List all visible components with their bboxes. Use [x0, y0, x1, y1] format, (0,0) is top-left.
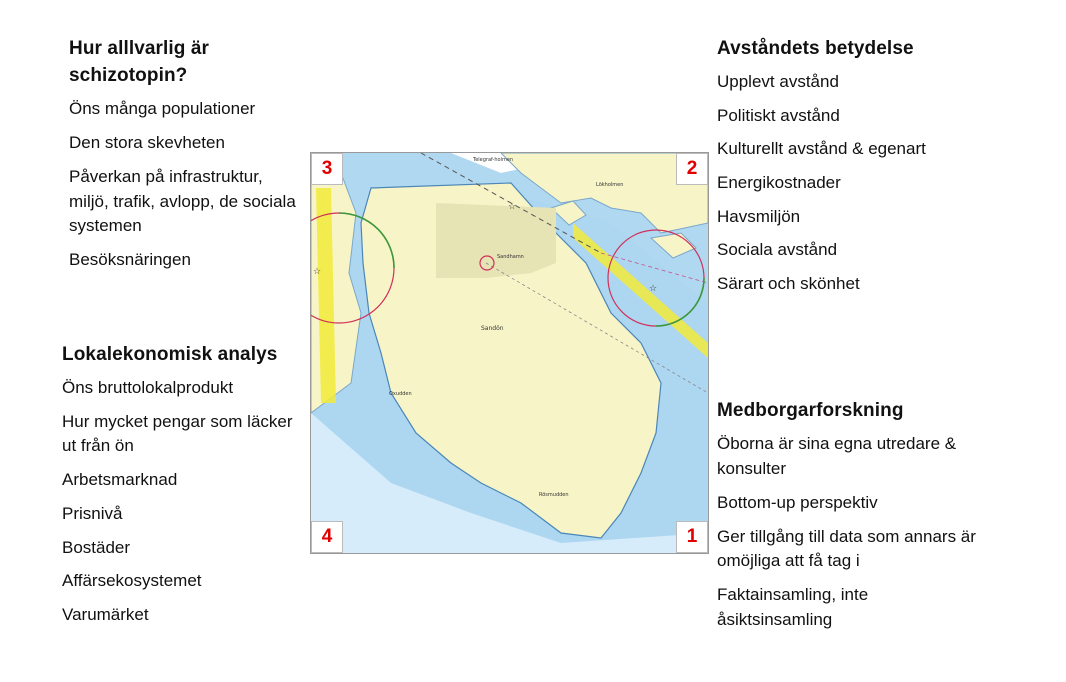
lighthouse-icon: ☆ — [508, 202, 517, 212]
list-item: Havsmiljön — [717, 206, 801, 226]
lighthouse-icon: ☆ — [649, 284, 658, 294]
bullet-list — [717, 70, 987, 297]
list-item: Arbetsmarknad — [62, 470, 178, 490]
forest-area — [436, 203, 556, 278]
corner-label-top-left: 3 — [311, 153, 343, 185]
section-title: Avståndets betydelse — [717, 38, 914, 59]
lighthouse-icon: ☆ — [313, 267, 322, 277]
list-item: Prisnivå — [62, 503, 123, 523]
list-item: Varumärket — [62, 605, 149, 625]
section-title: Medborgarforskning — [717, 400, 904, 421]
list-item: Ger tillgång till data som annars är omöjliga att få tag i — [717, 526, 976, 570]
nautical-chart-map — [310, 152, 709, 554]
place-label-oxudden: Oxudden — [389, 391, 412, 397]
list-item: Öborna är sina egna utredare & konsulter — [717, 434, 957, 478]
bullet-list — [717, 432, 987, 632]
list-item: Politiskt avstånd — [717, 105, 840, 125]
list-item: Särart och skönhet — [717, 274, 860, 294]
list-item: Öns bruttolokalprodukt — [62, 378, 234, 397]
section-medborgarforskning — [717, 397, 987, 642]
section-avstand — [717, 35, 987, 306]
map-graphic — [311, 153, 708, 553]
list-item: Energikostnader — [717, 173, 841, 193]
list-item: Hur mycket pengar som läcker ut från ön — [62, 411, 293, 456]
place-label-sandhamn: Sandhamn — [497, 254, 524, 260]
list-item: Bottom-up perspektiv — [717, 492, 878, 512]
corner-label-bottom-right: 1 — [676, 521, 708, 553]
section-lokalekonomi — [62, 341, 302, 637]
list-item: Besöksnäringen — [69, 250, 191, 269]
corner-label-bottom-left: 4 — [311, 521, 343, 553]
corner-label-top-right: 2 — [676, 153, 708, 185]
list-item: Bostäder — [62, 537, 131, 557]
section-title: Lokalekonomisk analys — [62, 344, 278, 365]
list-item: Kulturellt avstånd & egenart — [717, 139, 926, 159]
bullet-list — [62, 376, 302, 628]
place-label-telegraf: Telegraf-holmen — [473, 157, 514, 163]
list-item: Öns många populationer — [69, 99, 256, 118]
place-label-rosmudden: Rösmudden — [539, 492, 569, 498]
section-schizotopi — [69, 35, 304, 282]
place-label-island: Sandön — [481, 325, 504, 332]
bullet-list — [69, 97, 304, 273]
list-item: Affärsekosystemet — [62, 571, 202, 591]
list-item: Upplevt avstånd — [717, 72, 839, 91]
place-label-lokholmen: Lökholmen — [596, 182, 624, 188]
section-title: Hur alllvarlig är schizotopin? — [69, 38, 210, 86]
list-item: Sociala avstånd — [717, 240, 838, 260]
list-item: Påverkan på infrastruktur, miljö, trafik, avlopp, de sociala systemen — [69, 167, 296, 235]
list-item: Den stora skevheten — [69, 133, 225, 152]
list-item: Faktainsamling, inte åsiktsinsamling — [717, 585, 869, 629]
